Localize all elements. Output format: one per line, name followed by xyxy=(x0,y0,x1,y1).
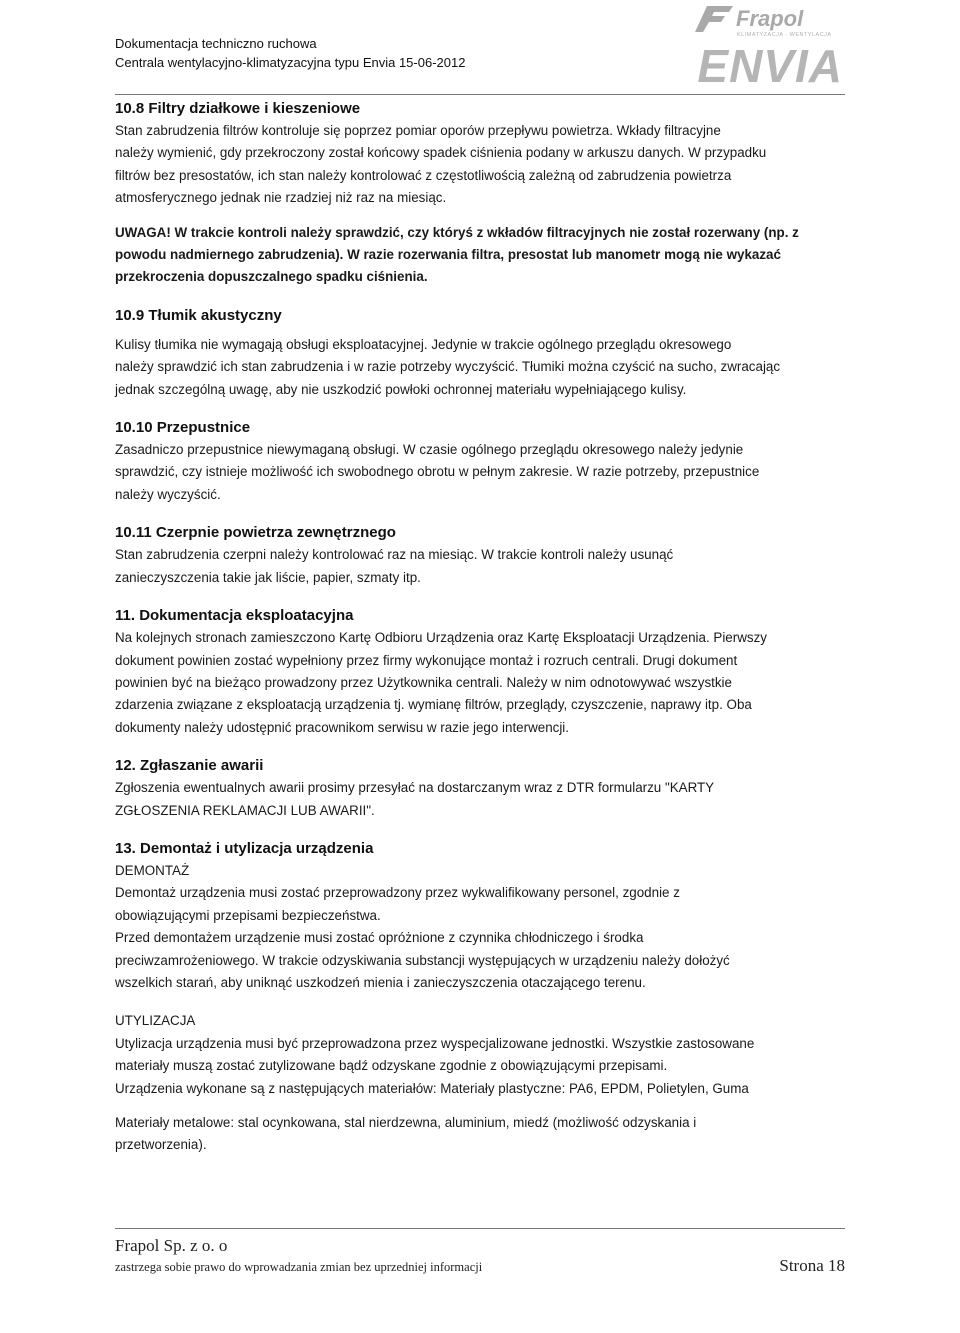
frapol-f-mark xyxy=(695,6,733,32)
warning-line: powodu nadmiernego zabrudzenia). W razie rozerwania filtra, presostat lub manometr mogą nie wykazać xyxy=(115,247,781,263)
footer-note: zastrzega sobie prawo do wprowadzania zmian bez uprzedniej informacji xyxy=(115,1260,483,1274)
section-13 xyxy=(115,838,850,1157)
paragraph-line: Utylizacja urządzenia musi być przeprowadzona przez wyspecjalizowane jednostki. Wszystkie zastosowane xyxy=(115,1035,755,1051)
paragraph-line: Demontaż urządzenia musi zostać przeprowadzony przez wykwalifikowany personel, zgodnie z xyxy=(115,885,680,901)
paragraph-line: materiały muszą zostać zutylizowane bądź odzyskane zgodnie z obowiązującymi przepisami. xyxy=(115,1058,668,1074)
logo-product: ENVIA xyxy=(697,40,843,86)
paragraph-line: wszelkich starań, aby uniknąć uszkodzeń mienia i zanieczyszczenia otaczającego terenu. xyxy=(115,974,646,990)
page-number: Strona 18 xyxy=(779,1256,845,1275)
section-10-11 xyxy=(115,522,850,589)
section-10-8 xyxy=(115,98,850,289)
paragraph-line: przetworzenia). xyxy=(115,1137,207,1153)
section-heading: 10.8 Filtry działkowe i kieszeniowe xyxy=(115,100,361,117)
footer-company: Frapol Sp. z o. o xyxy=(115,1236,228,1255)
paragraph-line: Materiały metalowe: stal ocynkowana, stal nierdzewna, aluminium, miedź (możliwość odzyskania i xyxy=(115,1115,697,1130)
section-10-10 xyxy=(115,417,850,506)
logo-subtitle: KLIMATYZACJA · WENTYLACJA xyxy=(737,32,832,38)
header-text xyxy=(115,34,465,72)
page-content xyxy=(115,98,850,1157)
paragraph-line: Stan zabrudzenia filtrów kontroluje się poprzez pomiar oporów przepływu powietrza. Wkłady filtracyjne xyxy=(115,123,721,138)
header-rule xyxy=(115,94,845,95)
paragraph-line: atmosferycznego jednak nie rzadziej niż raz na miesiąc. xyxy=(115,190,447,206)
paragraph-line: zanieczyszczenia takie jak liście, papier, szmaty itp. xyxy=(115,569,421,585)
section-heading: 10.10 Przepustnice xyxy=(115,419,251,437)
paragraph-line: zdarzenia związane z eksploatacją urządzenia tj. wymianę filtrów, przeglądy, czyszczenie, naprawy itp. Oba xyxy=(115,697,752,713)
document-title: Dokumentacja techniczno ruchowa xyxy=(115,36,317,51)
document-subtitle: Centrala wentylacyjno-klimatyzacyjna typu Envia 15-06-2012 xyxy=(115,55,466,70)
paragraph-line: Urządzenia wykonane są z następujących materiałów: Materiały plastyczne: PA6, EPDM, Polietylen, Guma xyxy=(115,1080,749,1096)
paragraph-line: dokumenty należy udostępnić pracownikom serwisu w razie jego interwencji. xyxy=(115,719,570,735)
paragraph-line: ZGŁOSZENIA REKLAMACJI LUB AWARII". xyxy=(115,802,375,818)
frapol-envia-logo xyxy=(615,2,845,86)
paragraph-line: Na kolejnych stronach zamieszczono Kartę Odbioru Urządzenia oraz Kartę Eksploatacji Urządzenia. Pierwszy xyxy=(115,630,767,646)
page-footer xyxy=(115,1236,845,1286)
paragraph-line: należy wyczyścić. xyxy=(115,486,221,502)
section-heading: 12. Zgłaszanie awarii xyxy=(115,757,264,775)
paragraph-line: Stan zabrudzenia czerpni należy kontrolować raz na miesiąc. W trakcie kontroli należy usunąć xyxy=(115,547,674,563)
paragraph-line: należy sprawdzić ich stan zabrudzenia i w razie potrzeby wyczyścić. Tłumiki można czyścić na sucho, zwracając xyxy=(115,359,781,375)
subsection-label: DEMONTAŻ xyxy=(115,862,190,878)
paragraph-line: obowiązującymi przepisami bezpieczeństwa. xyxy=(115,907,381,923)
page-header xyxy=(115,6,845,92)
section-heading: 11. Dokumentacja eksploatacyjna xyxy=(115,607,354,625)
paragraph-line: sprawdzić, czy istnieje możliwość ich swobodnego obrotu w pełnym zakresie. W razie potrzeby, przepustnice xyxy=(115,464,760,480)
paragraph-line: filtrów bez presostatów, ich stan należy kontrolować z częstotliwością zależną od zabrudzenia powietrza xyxy=(115,167,732,183)
subsection-label: UTYLIZACJA xyxy=(115,1013,196,1029)
paragraph-line: Kulisy tłumika nie wymagają obsługi eksploatacyjnej. Jedynie w trakcie ogólnego przeglądu okresowego xyxy=(115,336,732,352)
section-10-9 xyxy=(115,305,850,401)
section-12 xyxy=(115,755,850,822)
paragraph-line: należy wymienić, gdy przekroczony został końcowy spadek ciśnienia podany w arkuszu danych. W przypadku xyxy=(115,145,767,161)
section-heading: 13. Demontaż i utylizacja urządzenia xyxy=(115,839,374,857)
section-heading: 10.11 Czerpnie powietrza zewnętrznego xyxy=(115,524,396,542)
warning-line: UWAGA! W trakcie kontroli należy sprawdzić, czy któryś z wkładów filtracyjnych nie został rozerwany (np. z xyxy=(115,224,799,240)
section-heading: 10.9 Tłumik akustyczny xyxy=(115,306,282,324)
footer-rule xyxy=(115,1228,845,1229)
paragraph-line: Przed demontażem urządzenie musi zostać opróżnione z czynnika chłodniczego i środka xyxy=(115,930,644,946)
paragraph-line: dokument powinien zostać wypełniony przez firmy wykonujące montaż i rozruch centrali. Drugi dokument xyxy=(115,652,738,668)
section-11 xyxy=(115,605,850,739)
logo-brand: Frapol xyxy=(736,6,804,31)
paragraph-line: Zgłoszenia ewentualnych awarii prosimy przesyłać na dostarczanym wraz z DTR formularzu "KARTY xyxy=(115,780,715,796)
paragraph-line: jednak szczególną uwagę, aby nie uszkodzić powłoki ochronnej materiału wypełniającego kulisy. xyxy=(115,381,687,397)
warning-line: przekroczenia dopuszczalnego spadku ciśnienia. xyxy=(115,269,428,285)
paragraph-line: Zasadniczo przepustnice niewymaganą obsługi. W czasie ogólnego przeglądu okresowego należy jedynie xyxy=(115,442,744,458)
paragraph-line: powinien być na bieżąco prowadzony przez Użytkownika centrali. Należy w nim odnotowywać wszystkie xyxy=(115,674,732,690)
paragraph-line: preciwzamrożeniowego. W trakcie odzyskiwania substancji występujących w urządzeniu należy dołożyć xyxy=(115,952,730,968)
